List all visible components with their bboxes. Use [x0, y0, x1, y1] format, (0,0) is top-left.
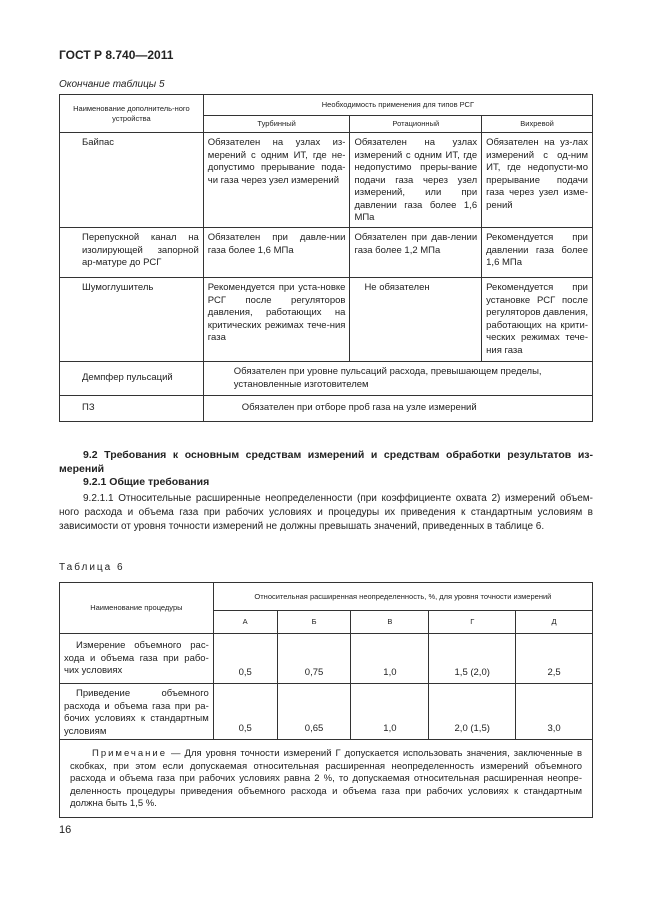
table6-value: 2,5 [516, 634, 593, 684]
table5-cell: Обязателен на уз-лах измерений с од-ним ИТ, где недопусти-мо прерывание подачи газа через узел изме-рений [482, 133, 593, 228]
table5-cell: Рекомендуется при уста-новке РСГ после регуляторов давления, работающих на критических режимах тече-ния газа [203, 278, 350, 362]
table6-value: 2,0 (1,5) [429, 684, 516, 740]
table5-cell: Рекомендуется при установке РСГ после регуляторов давления, работающих на крити-ческих режимах тече-ния газа [482, 278, 593, 362]
table6-level: Г [429, 611, 516, 634]
table6-col-header: Наименование процедуры [60, 583, 214, 634]
table5-type-rotary: Ротационный [350, 116, 482, 133]
table5-col-header: Наименование дополнитель-ного устройства [60, 95, 204, 133]
table5-cell: Обязателен при давле-нии газа более 1,6 МПа [203, 228, 350, 278]
table6-value: 1,0 [351, 684, 429, 740]
table5-cell: Обязателен на узлах измерений с одним ИТ, где недопустимо преры-вание подачи газа через узел измерений, или при давлении газа более 1,6 МПа [350, 133, 482, 228]
table6-level: Д [516, 611, 593, 634]
table6-level: А [213, 611, 277, 634]
table6-row-name: Измерение объемного рас-хода и объема газа при рабо-чих условиях [60, 634, 214, 684]
note-text: — Для уровня точности измерений Г допускается использовать значения, заключенные в скобках, при этом если допускаемая относительная расширенная неопределенность измерений объемного расхода и объема газа при рабочих условиях равна 2 %, то допускаемая относительная расширенная неопре-деленность процедуры приведения объемного расхода и объема газа при рабочих условиях к стандартным должна быть 1,5 %. [70, 748, 582, 809]
table6-value: 0,65 [277, 684, 351, 740]
table5-type-turbine: Турбинный [203, 116, 350, 133]
table5-row-name: ПЗ [60, 396, 204, 422]
table5-merged-cell: Обязателен при уровне пульсаций расхода, превышающем пределы, установленные изготовителем [203, 362, 592, 396]
table6-note [60, 740, 593, 818]
table5-cell: Обязателен на узлах из-мерений с одним ИТ, где не-допустимо прерывание пода-чи газа через узел измерений [203, 133, 350, 228]
table-6 [59, 582, 593, 818]
table6-value: 1,0 [351, 634, 429, 684]
body-paragraph: 9.2.1.1 Относительные расширенные неопределенности (при коэффициенте охвата 2) измерений объем-ного расхода и объема газа при рабочих условиях и процедуры их приведения к стандартным условиям в зависимости от уровня точности измерений не должны превышать значений, приведенных в таблице 6. [59, 493, 593, 532]
table6-caption: Таблица 6 [59, 562, 125, 573]
note-label: Примечание [92, 748, 167, 759]
table6-level: Б [277, 611, 351, 634]
table-5 [59, 94, 593, 422]
table6-value: 1,5 (2,0) [429, 634, 516, 684]
table5-row-name: Перепускной канал на изолирующей запорной ар-матуре до РСГ [60, 228, 204, 278]
table5-merged-cell: Обязателен при отборе проб газа на узле измерений [203, 396, 592, 422]
document-header: ГОСТ Р 8.740—2011 [59, 48, 174, 62]
table6-row-name: Приведение объемного расхода и объема газа при ра-бочих условиях к стандартным условиям [60, 684, 214, 740]
table6-value: 0,75 [277, 634, 351, 684]
table5-row-name: Демпфер пульсаций [60, 362, 204, 396]
table5-caption: Окончание таблицы 5 [59, 79, 165, 90]
table5-group-header: Необходимость применения для типов РСГ [203, 95, 592, 116]
table6-group-header: Относительная расширенная неопределенность, %, для уровня точности измерений [213, 583, 592, 611]
page-number: 16 [59, 824, 72, 836]
table5-cell: Не обязателен [350, 278, 482, 362]
table6-level: В [351, 611, 429, 634]
table5-cell: Обязателен при дав-лении газа более 1,2 МПа [350, 228, 482, 278]
table6-value: 0,5 [213, 634, 277, 684]
subsection-heading: 9.2.1 Общие требования [83, 476, 210, 488]
table5-row-name: Байпас [60, 133, 204, 228]
table6-value: 3,0 [516, 684, 593, 740]
table5-type-vortex: Вихревой [482, 116, 593, 133]
table5-row-name: Шумоглушитель [60, 278, 204, 362]
section-heading: 9.2 Требования к основным средствам измерений и средствам обработки результатов из-мерений [59, 449, 593, 475]
table5-cell: Рекомендуется при давлении газа более 1,6 МПа [482, 228, 593, 278]
table6-value: 0,5 [213, 684, 277, 740]
